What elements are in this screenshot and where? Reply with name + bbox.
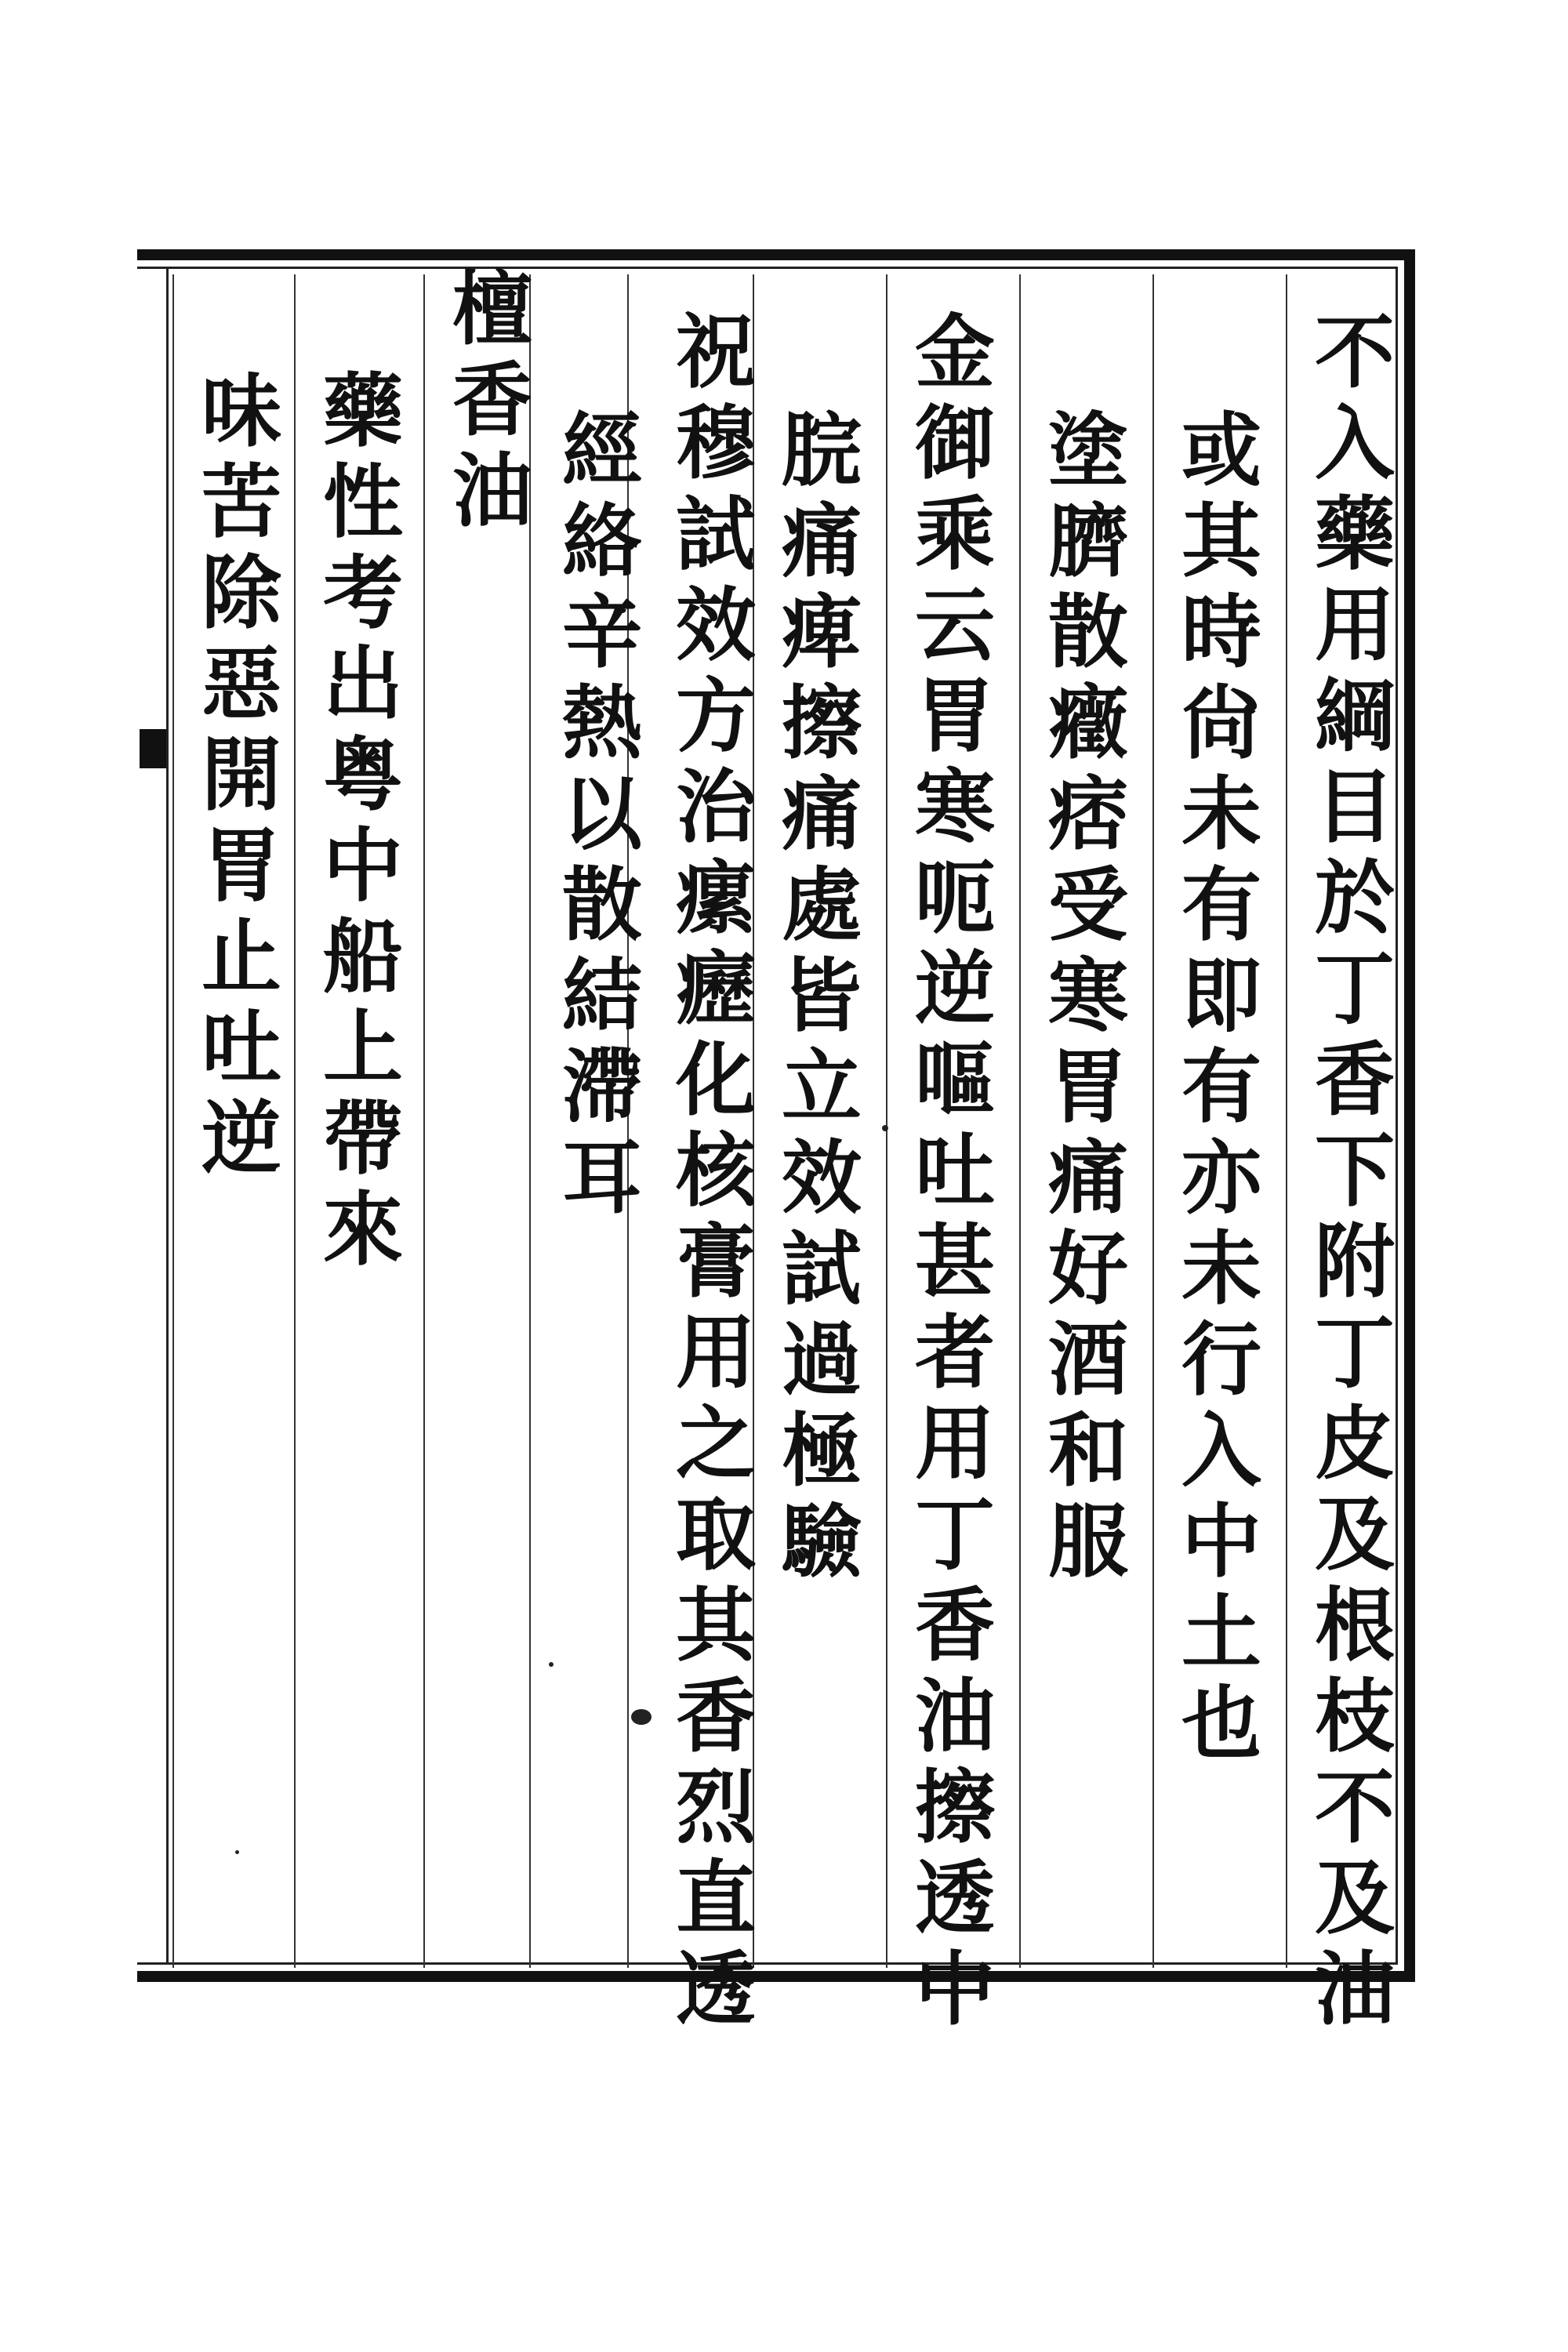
text-column-7: 經絡辛熱以散結滯耳 [549, 408, 643, 1226]
text-column-2: 或其時尙未有即有亦未行入中土也 [1168, 408, 1262, 1772]
column-rule [886, 274, 887, 1968]
column-rule [294, 274, 296, 1968]
column-rule [1152, 274, 1154, 1968]
fishtail-mark [140, 729, 166, 768]
text-column-8-heading: 檀香油 [439, 267, 533, 539]
text-column-9: 藥性考出粤中船上帶來 [310, 368, 404, 1278]
text-column-1: 不入藥用綱目於丁香下附丁皮及根枝不及油 [1301, 310, 1396, 2038]
column-rule [1019, 274, 1021, 1968]
column-rule [423, 274, 425, 1968]
column-rule [1286, 274, 1287, 1968]
ink-speck [882, 1125, 888, 1131]
ink-speck [549, 1662, 554, 1667]
text-column-3: 塗臍散癥痞受寒胃痛好酒和服 [1035, 408, 1129, 1590]
text-column-4: 金御乘云胃寒呃逆嘔吐甚者用丁香油擦透中 [902, 310, 996, 2038]
text-column-10: 味苦除惡開胃止吐逆 [188, 368, 282, 1187]
ink-speck [631, 1709, 652, 1725]
column-rule [172, 274, 174, 1968]
ink-speck [235, 1850, 239, 1854]
text-column-5: 脘痛痺擦痛處皆立效試過極驗 [768, 408, 862, 1590]
center-fold-margin [137, 267, 169, 1965]
text-column-6: 祝穆試效方治瘰癧化核膏用之取其香烈直透 [662, 310, 757, 2038]
